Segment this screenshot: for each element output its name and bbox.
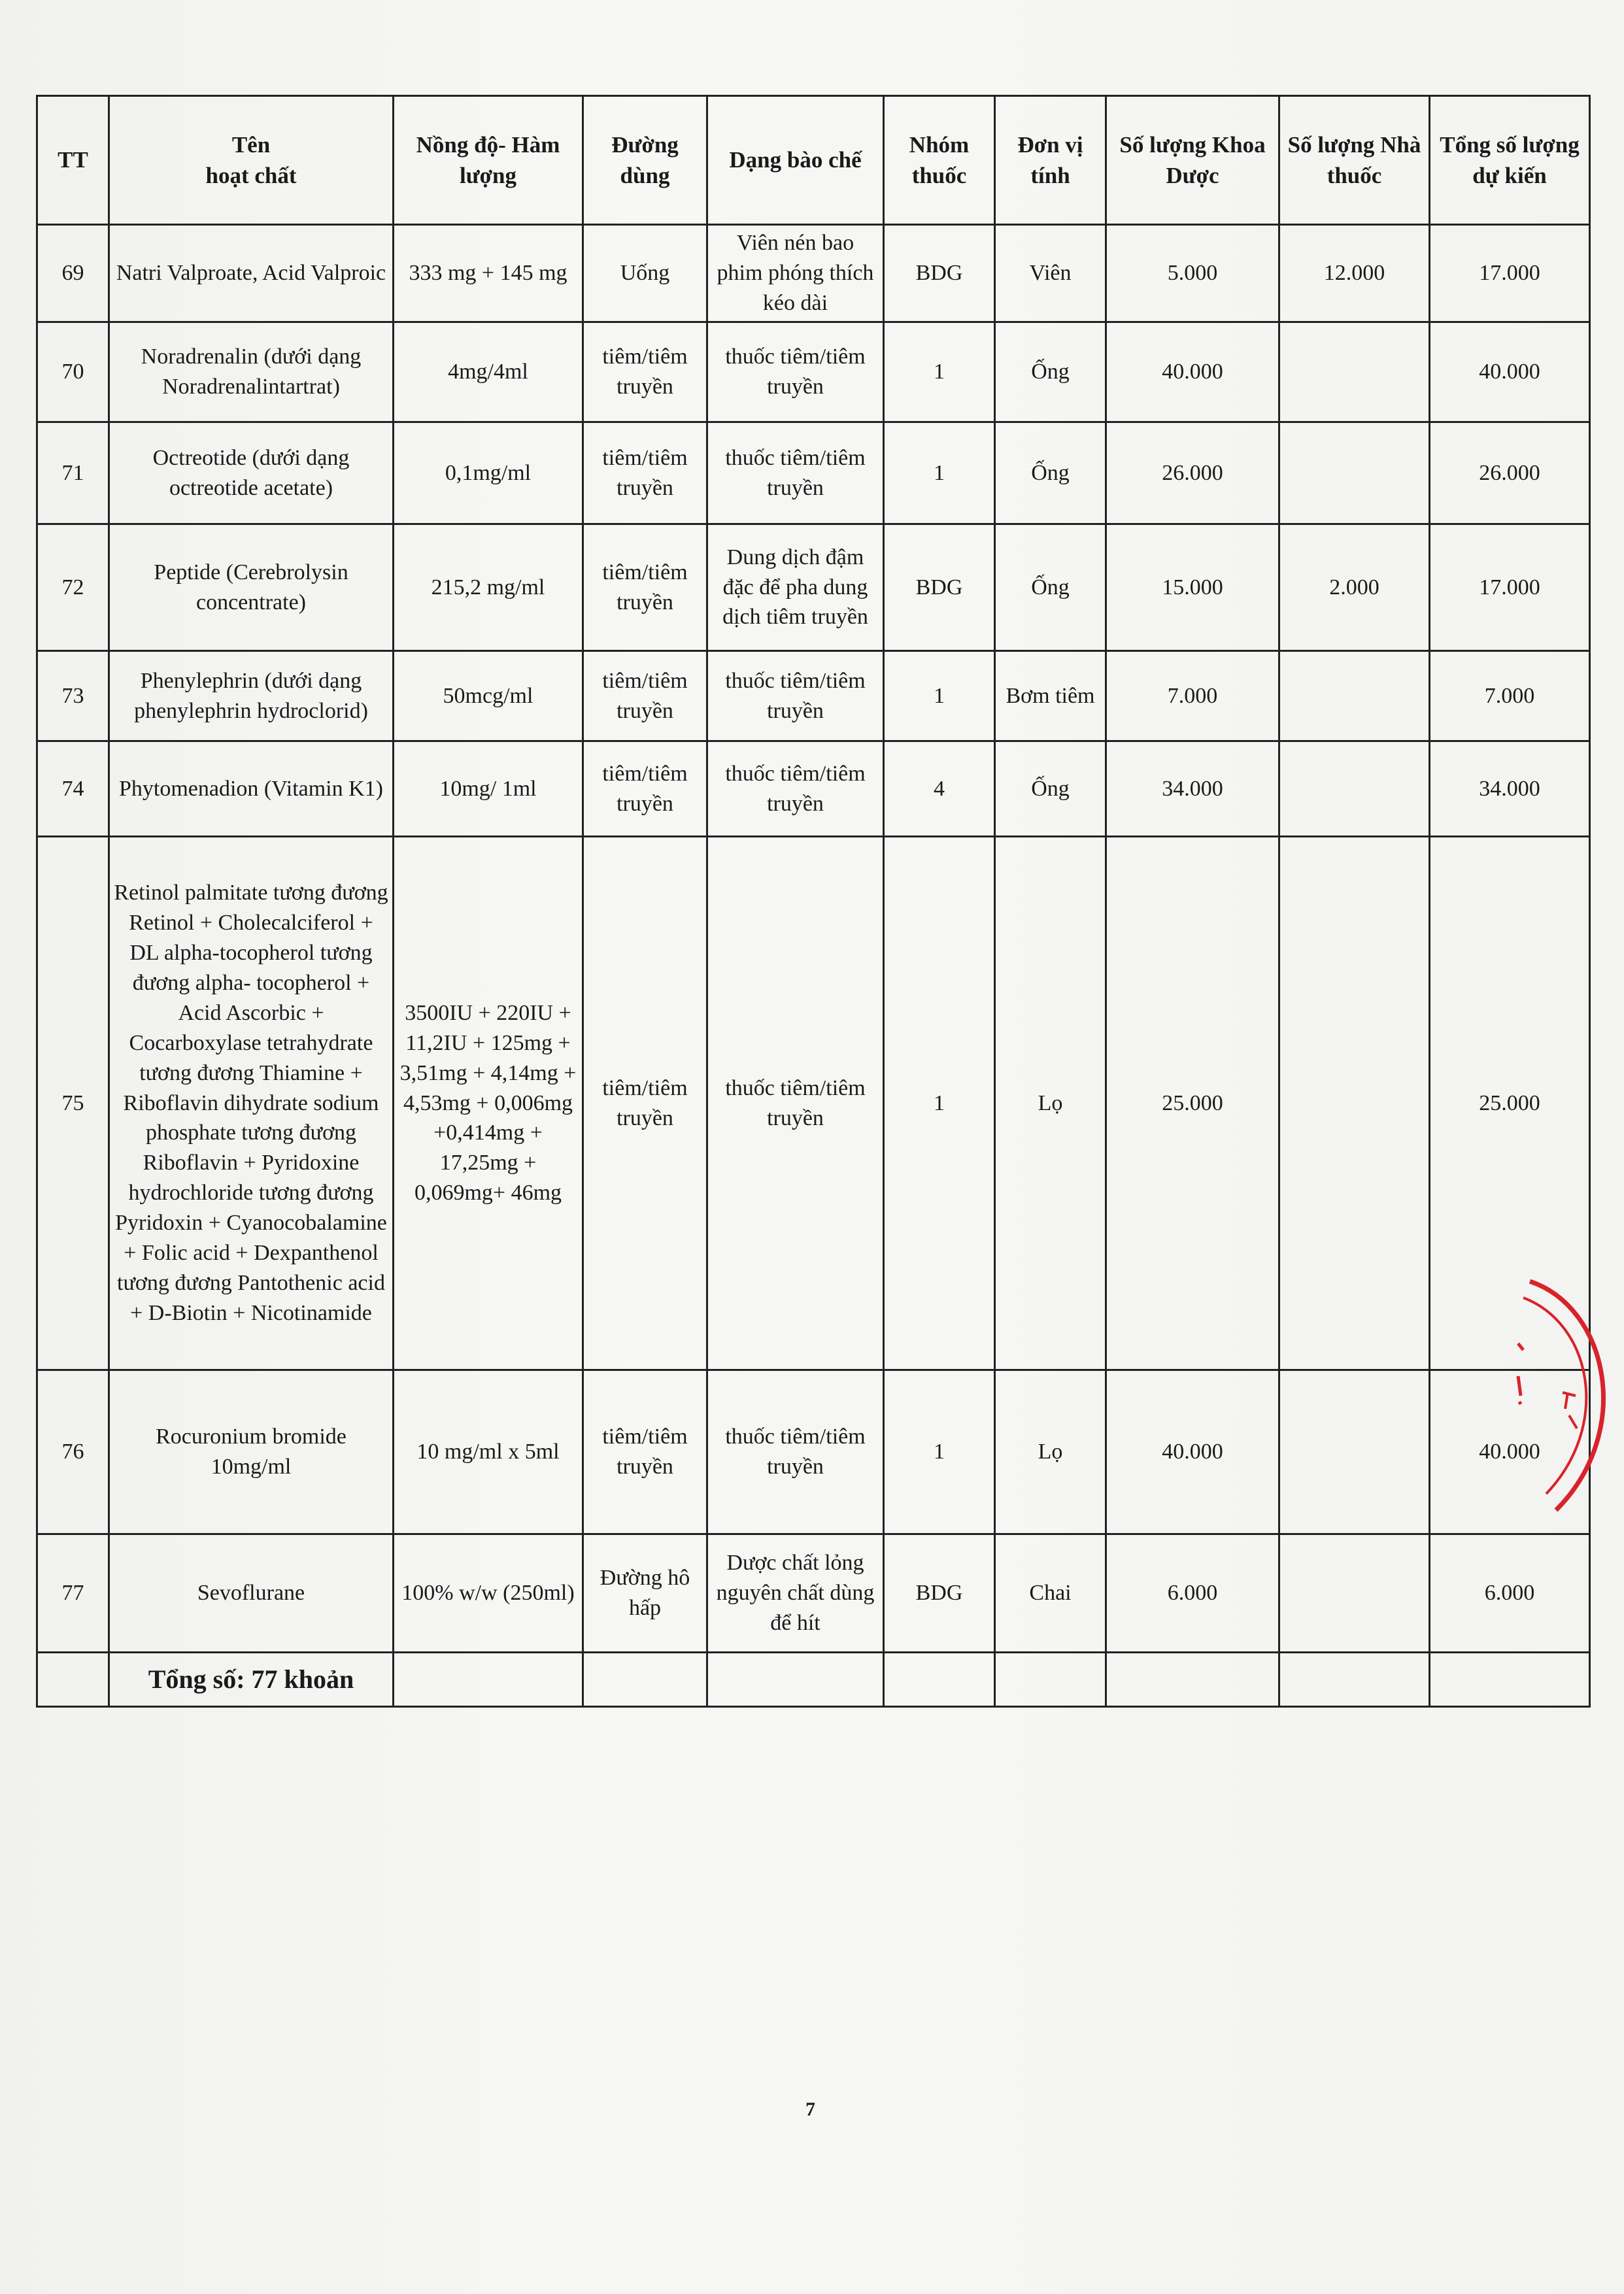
cell-unit: Lọ bbox=[995, 837, 1106, 1370]
cell-route: tiêm/tiêm truyền bbox=[583, 651, 707, 741]
cell-strength: 3500IU + 220IU + 11,2IU + 125mg + 3,51mg + 4,14mg + 4,53mg + 0,006mg +0,414mg + 17,25mg + 0,069mg+ 46mg bbox=[394, 837, 583, 1370]
cell-qty-pharmacy-dept: 40.000 bbox=[1106, 322, 1279, 422]
table-row bbox=[37, 225, 1590, 322]
table-header-row bbox=[37, 96, 1590, 225]
total-cell-empty bbox=[995, 1653, 1106, 1707]
header-strength: Nồng độ- Hàm lượng bbox=[394, 96, 583, 225]
cell-name: Phenylephrin (dưới dạng phenylephrin hydroclorid) bbox=[109, 651, 394, 741]
header-form: Dạng bào chế bbox=[707, 96, 884, 225]
cell-group: BDG bbox=[884, 225, 995, 322]
cell-form: thuốc tiêm/tiêm truyền bbox=[707, 422, 884, 524]
cell-qty-drugstore bbox=[1279, 837, 1430, 1370]
total-cell-empty bbox=[1279, 1653, 1430, 1707]
cell-strength: 10mg/ 1ml bbox=[394, 741, 583, 837]
cell-route: tiêm/tiêm truyền bbox=[583, 322, 707, 422]
cell-form: Dược chất lỏng nguyên chất dùng để hít bbox=[707, 1534, 884, 1653]
header-unit: Đơn vị tính bbox=[995, 96, 1106, 225]
header-qty-pharmacy-dept: Số lượng Khoa Dược bbox=[1106, 96, 1279, 225]
cell-name: Peptide (Cerebrolysin concentrate) bbox=[109, 524, 394, 651]
cell-route: tiêm/tiêm truyền bbox=[583, 422, 707, 524]
cell-qty-total: 26.000 bbox=[1430, 422, 1590, 524]
cell-unit: Chai bbox=[995, 1534, 1106, 1653]
total-cell-tt bbox=[37, 1653, 109, 1707]
cell-qty-pharmacy-dept: 26.000 bbox=[1106, 422, 1279, 524]
cell-name: Natri Valproate, Acid Valproic bbox=[109, 225, 394, 322]
cell-unit: Ống bbox=[995, 741, 1106, 837]
cell-group: 1 bbox=[884, 837, 995, 1370]
cell-qty-total: 17.000 bbox=[1430, 225, 1590, 322]
cell-name: Retinol palmitate tương đương Retinol + Cholecalciferol + DL alpha-tocopherol tương đương alpha- tocopherol + Acid Ascorbic + Cocarboxylase tetrahydrate tương đương Thiamine + Riboflavin dihydrate sodium phosphate tương đương Riboflavin + Pyridoxine hydrochloride tương đương Pyridoxin + Cyanocobalamine + Folic acid + Dexpanthenol tương đương Pantothenic acid + D-Biotin + Nicotinamide bbox=[109, 837, 394, 1370]
total-cell-empty bbox=[707, 1653, 884, 1707]
cell-qty-total: 7.000 bbox=[1430, 651, 1590, 741]
total-cell-empty bbox=[583, 1653, 707, 1707]
cell-strength: 100% w/w (250ml) bbox=[394, 1534, 583, 1653]
drug-list-table bbox=[36, 95, 1591, 1708]
cell-form: thuốc tiêm/tiêm truyền bbox=[707, 837, 884, 1370]
total-cell-empty bbox=[884, 1653, 995, 1707]
header-qty-total: Tổng số lượng dự kiến bbox=[1430, 96, 1590, 225]
cell-qty-total: 34.000 bbox=[1430, 741, 1590, 837]
cell-strength: 0,1mg/ml bbox=[394, 422, 583, 524]
cell-name: Noradrenalin (dưới dạng Noradrenalintartrat) bbox=[109, 322, 394, 422]
cell-tt: 76 bbox=[37, 1370, 109, 1534]
total-label: Tổng số: 77 khoản bbox=[109, 1653, 394, 1707]
cell-name: Sevoflurane bbox=[109, 1534, 394, 1653]
cell-group: BDG bbox=[884, 1534, 995, 1653]
cell-qty-total: 17.000 bbox=[1430, 524, 1590, 651]
table-row bbox=[37, 1370, 1590, 1534]
cell-route: tiêm/tiêm truyền bbox=[583, 1370, 707, 1534]
cell-route: Uống bbox=[583, 225, 707, 322]
cell-qty-pharmacy-dept: 6.000 bbox=[1106, 1534, 1279, 1653]
cell-qty-drugstore bbox=[1279, 422, 1430, 524]
cell-qty-pharmacy-dept: 5.000 bbox=[1106, 225, 1279, 322]
cell-form: Viên nén bao phim phóng thích kéo dài bbox=[707, 225, 884, 322]
cell-strength: 215,2 mg/ml bbox=[394, 524, 583, 651]
cell-qty-pharmacy-dept: 7.000 bbox=[1106, 651, 1279, 741]
total-cell-empty bbox=[1430, 1653, 1590, 1707]
cell-form: thuốc tiêm/tiêm truyền bbox=[707, 741, 884, 837]
cell-qty-pharmacy-dept: 15.000 bbox=[1106, 524, 1279, 651]
cell-tt: 70 bbox=[37, 322, 109, 422]
cell-qty-pharmacy-dept: 25.000 bbox=[1106, 837, 1279, 1370]
cell-qty-total: 40.000 bbox=[1430, 322, 1590, 422]
cell-strength: 50mcg/ml bbox=[394, 651, 583, 741]
cell-unit: Lọ bbox=[995, 1370, 1106, 1534]
cell-unit: Bơm tiêm bbox=[995, 651, 1106, 741]
cell-route: Đường hô hấp bbox=[583, 1534, 707, 1653]
cell-qty-drugstore bbox=[1279, 322, 1430, 422]
cell-group: 1 bbox=[884, 422, 995, 524]
cell-tt: 77 bbox=[37, 1534, 109, 1653]
table-row bbox=[37, 524, 1590, 651]
table-row bbox=[37, 651, 1590, 741]
header-group: Nhóm thuốc bbox=[884, 96, 995, 225]
header-route: Đường dùng bbox=[583, 96, 707, 225]
cell-tt: 72 bbox=[37, 524, 109, 651]
table-row bbox=[37, 422, 1590, 524]
cell-qty-drugstore bbox=[1279, 741, 1430, 837]
cell-route: tiêm/tiêm truyền bbox=[583, 524, 707, 651]
total-cell-empty bbox=[394, 1653, 583, 1707]
cell-form: thuốc tiêm/tiêm truyền bbox=[707, 651, 884, 741]
table-row bbox=[37, 837, 1590, 1370]
header-name bbox=[109, 96, 394, 225]
cell-strength: 10 mg/ml x 5ml bbox=[394, 1370, 583, 1534]
cell-unit: Ống bbox=[995, 524, 1106, 651]
cell-tt: 75 bbox=[37, 837, 109, 1370]
header-qty-drugstore: Số lượng Nhà thuốc bbox=[1279, 96, 1430, 225]
total-row bbox=[37, 1653, 1590, 1707]
cell-form: thuốc tiêm/tiêm truyền bbox=[707, 322, 884, 422]
total-cell-empty bbox=[1106, 1653, 1279, 1707]
table-row bbox=[37, 1534, 1590, 1653]
page-number: 7 bbox=[805, 2099, 815, 2120]
cell-qty-pharmacy-dept: 40.000 bbox=[1106, 1370, 1279, 1534]
cell-unit: Ống bbox=[995, 322, 1106, 422]
cell-qty-total: 40.000 bbox=[1430, 1370, 1590, 1534]
cell-qty-total: 25.000 bbox=[1430, 837, 1590, 1370]
cell-name: Octreotide (dưới dạng octreotide acetate) bbox=[109, 422, 394, 524]
cell-group: 1 bbox=[884, 322, 995, 422]
cell-qty-drugstore: 12.000 bbox=[1279, 225, 1430, 322]
cell-qty-drugstore: 2.000 bbox=[1279, 524, 1430, 651]
cell-qty-drugstore bbox=[1279, 1370, 1430, 1534]
cell-group: BDG bbox=[884, 524, 995, 651]
cell-route: tiêm/tiêm truyền bbox=[583, 741, 707, 837]
cell-unit: Ống bbox=[995, 422, 1106, 524]
cell-tt: 71 bbox=[37, 422, 109, 524]
cell-group: 1 bbox=[884, 1370, 995, 1534]
cell-name: Rocuronium bromide 10mg/ml bbox=[109, 1370, 394, 1534]
cell-qty-drugstore bbox=[1279, 1534, 1430, 1653]
cell-group: 4 bbox=[884, 741, 995, 837]
cell-qty-total: 6.000 bbox=[1430, 1534, 1590, 1653]
cell-group: 1 bbox=[884, 651, 995, 741]
header-name-text: Tên hoạt chất bbox=[205, 131, 297, 188]
cell-qty-drugstore bbox=[1279, 651, 1430, 741]
cell-route: tiêm/tiêm truyền bbox=[583, 837, 707, 1370]
header-tt: TT bbox=[37, 96, 109, 225]
cell-strength: 333 mg + 145 mg bbox=[394, 225, 583, 322]
cell-form: Dung dịch đậm đặc để pha dung dịch tiêm truyền bbox=[707, 524, 884, 651]
table-row bbox=[37, 322, 1590, 422]
cell-qty-pharmacy-dept: 34.000 bbox=[1106, 741, 1279, 837]
cell-tt: 74 bbox=[37, 741, 109, 837]
cell-tt: 73 bbox=[37, 651, 109, 741]
cell-unit: Viên bbox=[995, 225, 1106, 322]
cell-form: thuốc tiêm/tiêm truyền bbox=[707, 1370, 884, 1534]
cell-name: Phytomenadion (Vitamin K1) bbox=[109, 741, 394, 837]
table-row bbox=[37, 741, 1590, 837]
cell-strength: 4mg/4ml bbox=[394, 322, 583, 422]
cell-tt: 69 bbox=[37, 225, 109, 322]
